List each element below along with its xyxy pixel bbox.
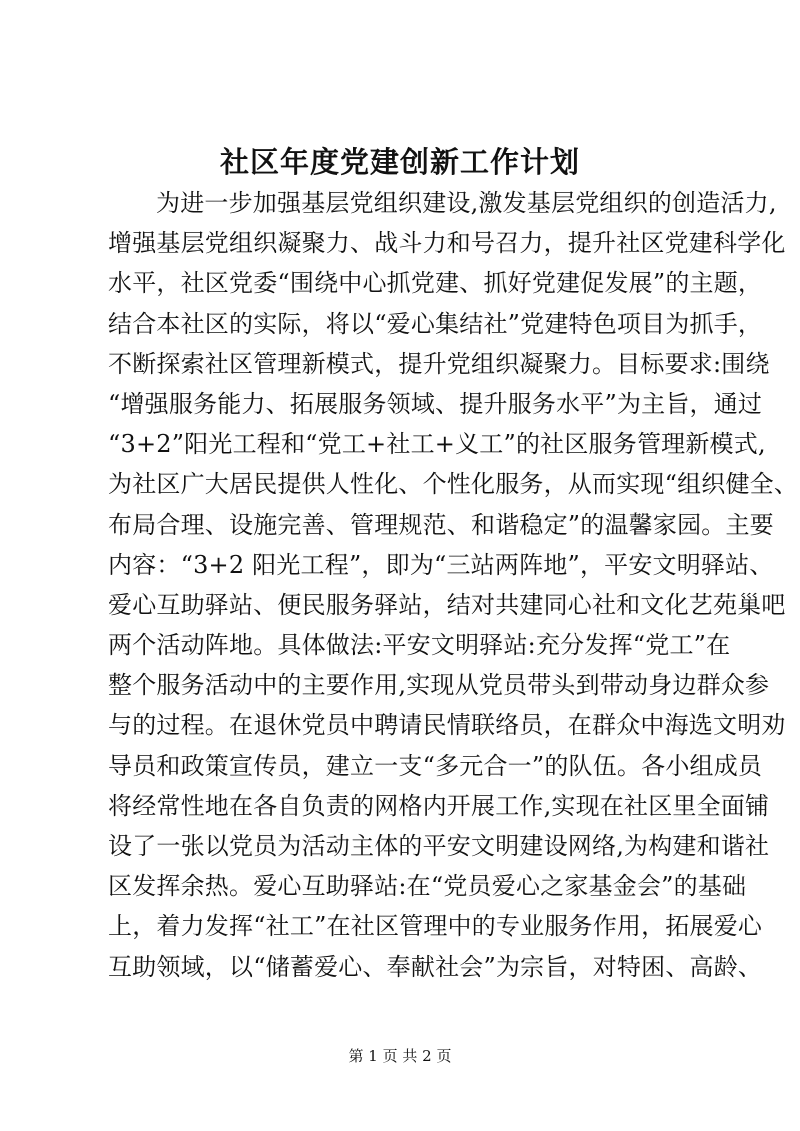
body-line: 爱心互助驿站、便民服务驿站，结对共建同心社和文化艺苑巢吧 xyxy=(108,590,786,619)
body-line: 结合本社区的实际，将以“爱心集结社”党建特色项目为抓手， xyxy=(108,309,763,338)
body-line: 设了一张以党员为活动主体的平安文明建设网络,为构建和谐社 xyxy=(108,832,770,860)
body-line: 区发挥余热。爱心互助驿站:在“党员爱心之家基金会”的基础 xyxy=(108,872,747,901)
body-line: 为社区广大居民提供人性化、个性化服务，从而实现“组织健全、 xyxy=(108,470,799,499)
body-line: 不断探索社区管理新模式，提升党组织凝聚力。目标要求:围绕 xyxy=(108,349,770,378)
body-line: 内容：“3+2 阳光工程”，即为“三站两阵地”，平安文明驿站、 xyxy=(108,550,774,579)
body-line: “3+2”阳光工程和“党工+社工+义工”的社区服务管理新模式, xyxy=(108,430,766,459)
body-line: 整个服务活动中的主要作用,实现从党员带头到带动身边群众参 xyxy=(108,671,770,700)
body-line: 两个活动阵地。具体做法:平安文明驿站:充分发挥“党工”在 xyxy=(108,631,731,660)
body-line: 水平，社区党委“围绕中心抓党建、抓好党建促发展”的主题， xyxy=(108,269,763,298)
body-line: “增强服务能力、拓展服务领域、提升服务水平”为主旨，通过 xyxy=(108,389,763,418)
body-line: 将经常性地在各自负责的网格内开展工作,实现在社区里全面铺 xyxy=(108,791,770,820)
body-line: 互助领域，以“储蓄爱心、奉献社会”为宗旨，对特困、高龄、 xyxy=(108,952,763,981)
body-line: 与的过程。在退休党员中聘请民情联络员，在群众中海选文明劝 xyxy=(108,711,786,740)
body-line: 增强基层党组织凝聚力、战斗力和号召力，提升社区党建科学化 xyxy=(108,229,786,258)
page-number-footer: 第 1 页 共 2 页 xyxy=(348,1047,452,1065)
document-title: 社区年度党建创新工作计划 xyxy=(219,145,580,179)
body-line: 导员和政策宣传员，建立一支“多元合一”的队伍。各小组成员 xyxy=(108,751,763,780)
document-body xyxy=(108,183,799,987)
body-line: 布局合理、设施完善、管理规范、和谐稳定”的温馨家园。主要 xyxy=(108,510,774,539)
body-line: 上，着力发挥“社工”在社区管理中的专业服务作用，拓展爱心 xyxy=(108,912,763,941)
body-line: 为进一步加强基层党组织建设,激发基层党组织的创造活力, xyxy=(156,189,777,217)
